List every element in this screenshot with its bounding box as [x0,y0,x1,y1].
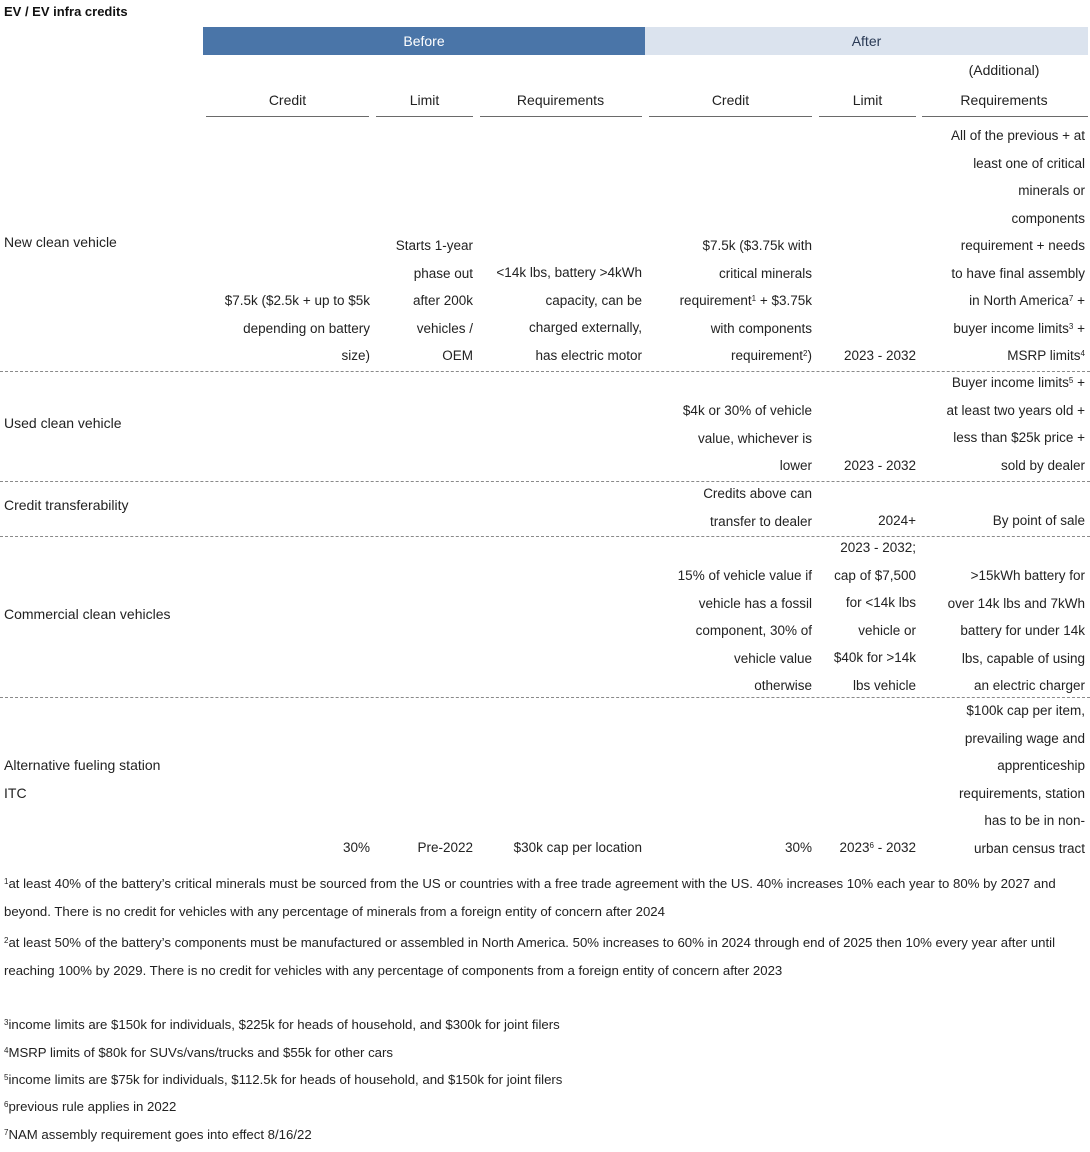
used-after-credit: $4k or 30% of vehicle value, whichever is lower [682,403,812,473]
header-underline [922,116,1088,117]
fueling-before-limit: Pre-2022 [417,840,473,855]
header-underline [480,116,642,117]
transfer-after-limit: 2024+ [878,513,916,528]
fueling-before-credit: 30% [342,840,370,855]
header-underline [819,116,916,117]
after-limit-header: Limit [852,92,883,108]
row-label-commercial-clean-vehicles: Commercial clean vehicles [4,606,171,622]
new-after-limit: 2023 - 2032 [843,348,916,363]
row-divider [0,481,1090,482]
row-label-credit-transferability: Credit transferability [4,497,129,513]
after-requirements-header: Requirements [960,92,1048,108]
after-band: After [645,27,1088,55]
before-requirements-header: Requirements [516,92,605,108]
before-limit-header: Limit [409,92,440,108]
new-before-limit: Starts 1-year phase out after 200k vehicles / OEM [395,238,473,363]
commercial-after-limit: 2023 - 2032; cap of $7,500 for <14k lbs vehicle or $40k for >14k lbs vehicle [833,540,916,693]
new-after-requirements: All of the previous + at least one of critical minerals or components requirement + needs to have final assembly in North America$^7$ + buyer income limits$^3$ + MSRP limits$^4$ [951,128,1085,363]
fueling-after-requirements: $100k cap per item, prevailing wage and apprenticeship requirements, station has to be in non- urban census tract [958,703,1085,856]
row-label-alternative-fueling-station-itc: Alternative fueling station ITC [4,757,161,801]
before-credit-header: Credit [268,92,307,108]
header-underline [376,116,473,117]
new-after-credit: $7.5k ($3.75k with critical minerals requirement$^1$ + $3.75k with components requirement$^2$) [679,238,812,363]
commercial-after-requirements: >15kWh battery for over 14k lbs and 7kWh battery for under 14k lbs, capable of using an electric charger [947,568,1085,693]
commercial-after-credit: 15% of vehicle value if vehicle has a fossil component, 30% of vehicle value otherwise [677,568,812,693]
footnote-4: $^4$MSRP limits of $80k for SUVs/vans/trucks and $55k for other cars [4,1045,393,1060]
page-title: EV / EV infra credits [4,4,128,19]
transfer-after-requirements: By point of sale [992,513,1085,528]
footnote-7: $^7$NAM assembly requirement goes into effect 8/16/22 [4,1127,312,1142]
header-underline [649,116,812,117]
fueling-before-requirements: $30k cap per location [513,840,642,855]
fueling-after-credit: 30% [784,840,812,855]
new-before-requirements: <14k lbs, battery >4kWh capacity, can be charged externally, has electric motor [496,265,642,363]
footnote-2: $^2$at least 50% of the battery’s components must be manufactured or assembled in North America. 50% increases to 60% in 2024 through end of 2025 then 10% every year after until reaching 100% by 2029. There is no credit for vehicles with any percentage of components from a foreign entity of concern after 2023 [4,935,1056,978]
row-label-used-clean-vehicle: Used clean vehicle [4,415,122,431]
after-additional-label: (Additional) [968,62,1040,78]
row-label-new-clean-vehicle: New clean vehicle [4,234,117,250]
transfer-after-credit: Credits above can transfer to dealer [703,486,812,529]
before-band: Before [203,27,645,55]
footnote-1: $^1$at least 40% of the battery’s critical minerals must be sourced from the US or countries with a free trade agreement with the US. 40% increases 10% each year to 80% by 2027 and beyond. There is no credit for vehicles with any percentage of minerals from a foreign entity of concern after 2024 [4,876,1056,919]
used-after-limit: 2023 - 2032 [843,458,916,473]
fueling-after-limit: 2023$^6$ - 2032 [839,840,916,855]
footnote-3: $^3$income limits are $150k for individuals, $225k for heads of household, and $300k for joint filers [4,1017,560,1032]
footnote-6: $^6$previous rule applies in 2022 [4,1099,177,1114]
row-divider [0,536,1090,537]
header-underline [206,116,369,117]
after-credit-header: Credit [711,92,750,108]
used-after-requirements: Buyer income limits$^5$ + at least two years old + less than $25k price + sold by dealer [946,375,1085,473]
footnote-5: $^5$income limits are $75k for individuals, $112.5k for heads of household, and $150k for joint filers [4,1072,563,1087]
new-before-credit: $7.5k ($2.5k + up to $5k depending on battery size) [224,293,370,363]
